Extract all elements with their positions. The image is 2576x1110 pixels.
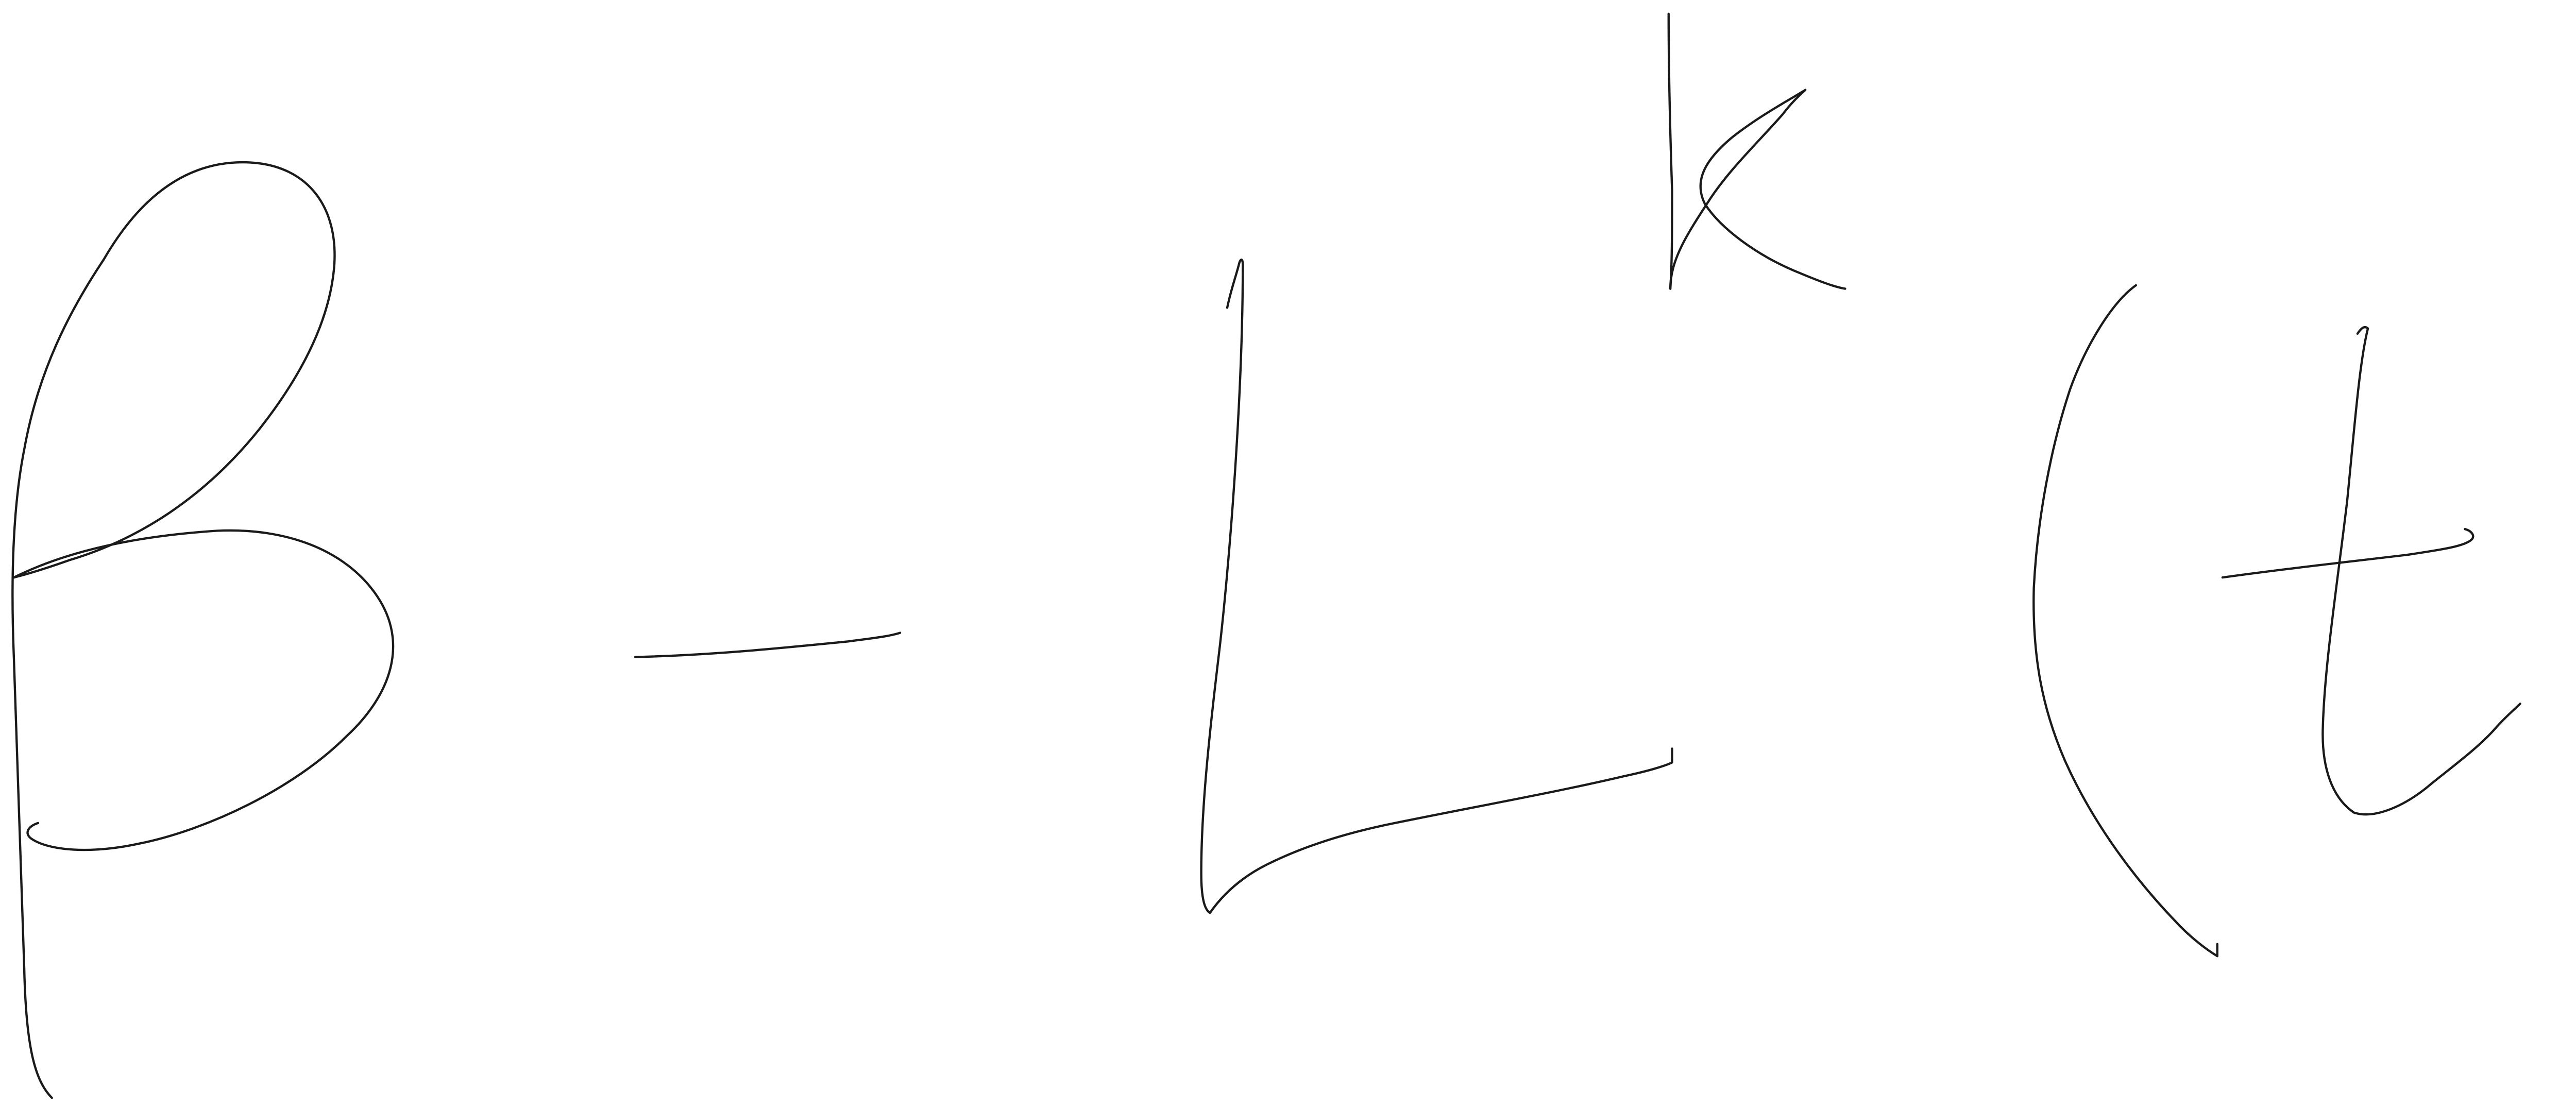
glyph-L — [1201, 260, 1672, 913]
glyph-left-paren — [2033, 285, 2217, 956]
glyph-minus — [635, 633, 900, 657]
glyph-t — [2223, 327, 2520, 814]
glyph-beta — [12, 162, 393, 1098]
glyph-k — [1669, 14, 1845, 289]
